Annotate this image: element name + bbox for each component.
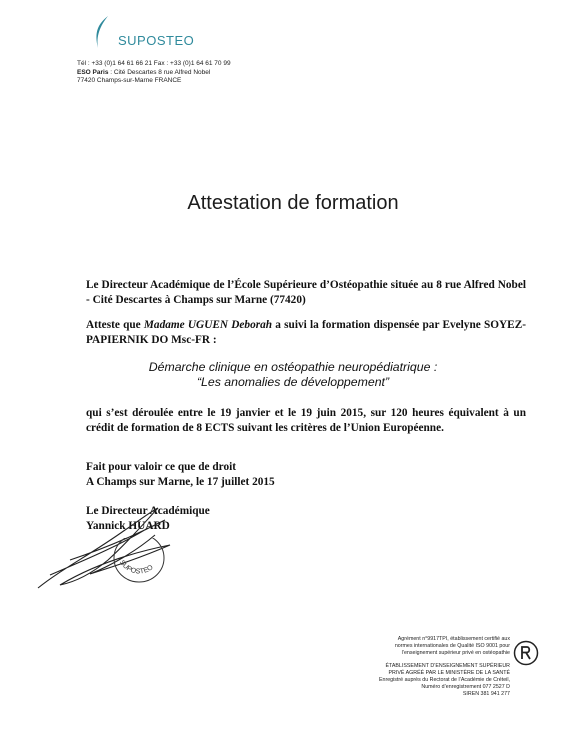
intro-paragraph: Le Directeur Académique de l’École Supérieure d’Ostéopathie située au 8 rue Alfred Nobel - Cité Descartes à Champs sur Marne (77420): [86, 279, 526, 306]
attestation-paragraph: [86, 318, 526, 347]
contact-block: [77, 60, 231, 86]
accreditation-block: [340, 636, 510, 698]
contact-campus: ESO Paris: [77, 68, 109, 76]
signer-name: Yannick HUARD: [86, 519, 170, 532]
contact-city: 77420 Champs-sur-Marne FRANCE: [77, 77, 182, 84]
student-name: Madame UGUEN Deborah: [143, 319, 273, 331]
accreditation-line1: Agrément n°9917TPI, établissement certifié aux: [397, 636, 510, 642]
document-title: Attestation de formation: [187, 192, 399, 214]
logo-text: SUPOSTEO: [118, 33, 195, 48]
accreditation-line2: normes internationales de Qualité ISO 9001 pour: [394, 643, 510, 649]
training-title: [0, 360, 586, 390]
accreditation-line8: SIREN 381 941 277: [462, 691, 510, 697]
training-title-line1: Démarche clinique en ostéopathie neuropédiatrique :: [148, 360, 438, 374]
attestation-suffix: a suivi la formation dispensée par Evelyne SOYEZ-PAPIERNIK DO Msc-FR :: [86, 319, 527, 346]
accreditation-line5: PRIVÉ AGRÉÉ PAR LE MINISTÈRE DE LA SANTÉ: [388, 670, 510, 676]
suposteo-swoosh-icon: [88, 14, 114, 50]
accreditation-line6: Enregistré auprès du Rectorat de l’Académie de Créteil,: [378, 677, 510, 683]
attestation-prefix: Atteste que: [86, 319, 144, 331]
svg-text:SUPOSTEO: [118, 559, 155, 575]
accreditation-line3: l’enseignement supérieur privé en ostéopathie: [401, 650, 510, 656]
suposteo-stamp: [110, 538, 168, 590]
accreditation-line7: Numéro d’enregistrement 077 2527 D: [421, 684, 510, 690]
contact-street: : Cité Descartes 8 rue Alfred Nobel: [108, 68, 211, 76]
contact-phone-fax: Tél : +33 (0)1 64 61 66 21 Fax : +33 (0)1 64 61 70 99: [77, 60, 231, 67]
closing-line1: Fait pour valoir ce que de droit: [86, 461, 236, 473]
stamp-text: SUPOSTEO: [118, 559, 155, 576]
closing-block: [86, 460, 526, 489]
closing-line2: A Champs sur Marne, le 17 juillet 2015: [86, 475, 275, 488]
registered-r-icon: [513, 640, 539, 666]
signer-title: Le Directeur Académique: [86, 505, 210, 517]
contact-address: [77, 69, 231, 78]
training-title-line2: “Les anomalies de développement”: [196, 375, 390, 389]
details-paragraph: qui s’est déroulée entre le 19 janvier et le 19 juin 2015, sur 120 heures équivalent à un crédit de formation de 8 ECTS suivant les critères de l’Union Européenne.: [86, 407, 526, 434]
accreditation-line4: ÉTABLISSEMENT D’ENSEIGNEMENT SUPÉRIEUR: [385, 663, 510, 669]
